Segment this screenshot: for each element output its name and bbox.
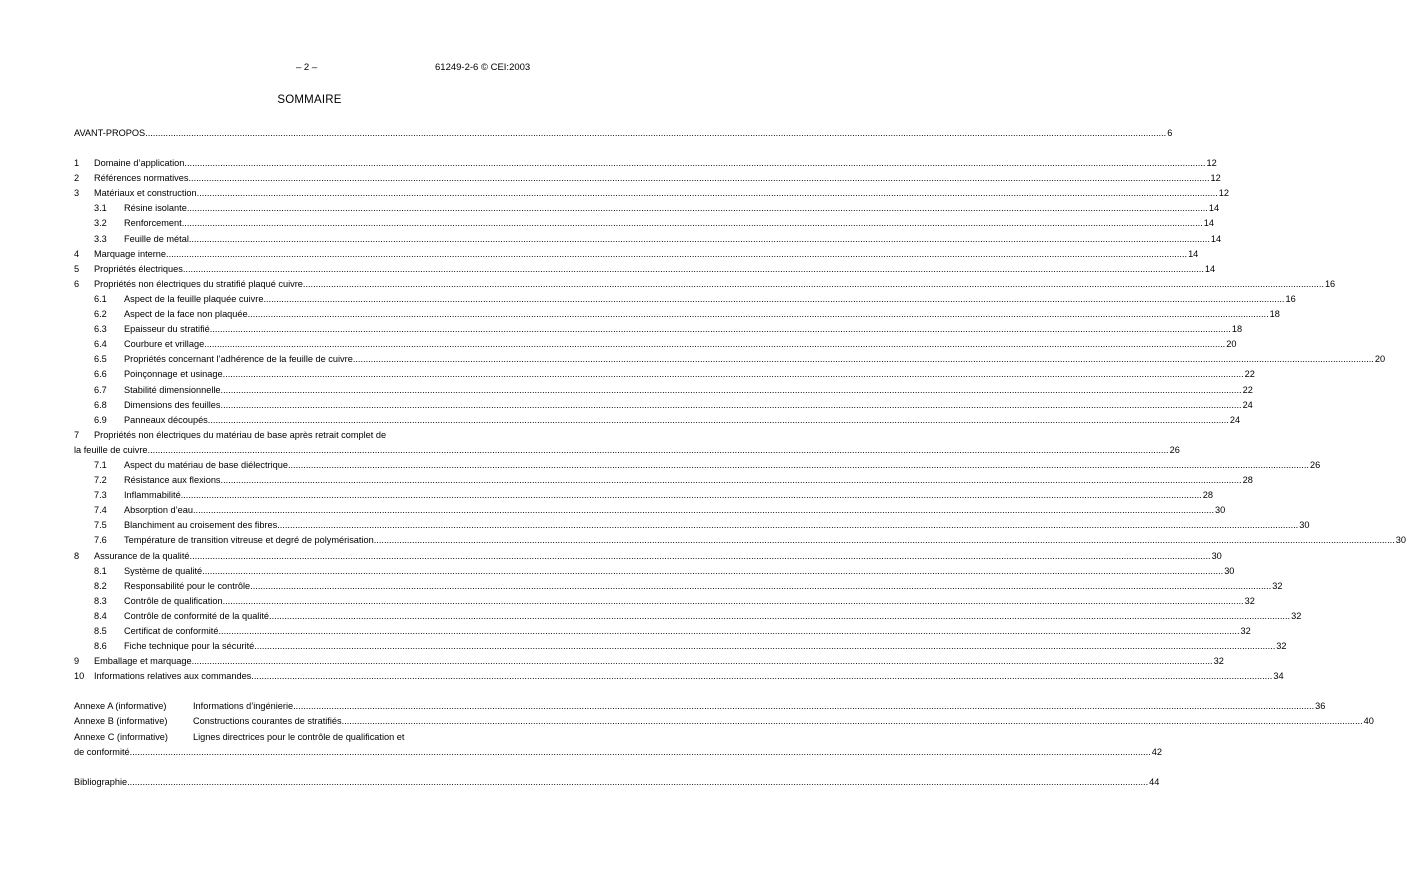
entry-page: 34 (1273, 671, 1284, 682)
section-number: 3.3 (94, 233, 107, 244)
toc-entry-link[interactable] (94, 277, 1336, 292)
toc-entry (74, 669, 1284, 684)
entry-page: 14 (1210, 233, 1222, 244)
entry-title: Matériaux et construction (94, 188, 197, 199)
entry-page: 28 (1202, 490, 1213, 501)
toc-entry-link[interactable] (94, 247, 1199, 262)
entry-title: Stabilité dimensionnelle (124, 384, 221, 395)
section-number: 7.3 (94, 490, 107, 501)
toc-subentry (74, 337, 1237, 352)
dot-leader: ................................................................................................................................................................................................................................................................................................................................................................................................................ (145, 128, 1167, 138)
toc-subentry (74, 383, 1253, 398)
dot-leader: ................................................................................................................................................................................................................................................................................................................................................................................................................ (181, 218, 1203, 229)
dot-leader: ................................................................................................................................................................................................................................................................................................................................................................................................................ (166, 248, 1188, 259)
toc-entry-link[interactable] (124, 307, 1280, 322)
entry-page: 32 (1291, 610, 1302, 621)
entry-title: Poinçonnage et usinage (124, 369, 223, 380)
toc-entry-link[interactable] (94, 669, 1284, 684)
toc-entry-link[interactable] (124, 201, 1220, 216)
toc-entry-link[interactable] (124, 594, 1255, 609)
section-number: 6.5 (94, 354, 107, 365)
annex-title-line1: Lignes directrices pour le contrôle de qualification et (193, 731, 405, 742)
section-number: 8 (74, 550, 80, 561)
toc-entry-link[interactable] (124, 609, 1302, 624)
entry-page: 30 (1215, 505, 1226, 516)
section-number: 6.9 (94, 414, 107, 425)
dot-leader: ................................................................................................................................................................................................................................................................................................................................................................................................................ (129, 746, 1151, 757)
entry-title: Assurance de la qualité (94, 550, 190, 561)
dot-leader: ................................................................................................................................................................................................................................................................................................................................................................................................................ (222, 595, 1244, 606)
toc-entry (74, 156, 1217, 171)
dot-leader: ................................................................................................................................................................................................................................................................................................................................................................................................................ (186, 203, 1208, 214)
toc-entry-link[interactable] (124, 518, 1310, 533)
entry-page: 30 (1299, 520, 1310, 531)
section-number: 8.6 (94, 641, 107, 652)
toc-annex (74, 730, 546, 745)
dot-leader: ................................................................................................................................................................................................................................................................................................................................................................................................................ (254, 641, 1276, 652)
dot-leader: ................................................................................................................................................................................................................................................................................................................................................................................................................ (192, 505, 1215, 516)
dot-leader: ................................................................................................................................................................................................................................................................................................................................................................................................................ (189, 550, 1211, 561)
entry-title: Contrôle de qualification (124, 595, 223, 606)
entry-title: Aspect de la feuille plaquée cuivre (124, 293, 264, 304)
table-of-contents (74, 126, 1406, 790)
section-number: 7.2 (94, 475, 107, 486)
dot-leader: ................................................................................................................................................................................................................................................................................................................................................................................................................ (207, 414, 1229, 425)
entry-title: Références normatives (94, 173, 189, 184)
section-number: 6.2 (94, 309, 107, 320)
entry-title: Dimensions des feuilles (124, 399, 221, 410)
dot-leader: ................................................................................................................................................................................................................................................................................................................................................................................................................ (287, 459, 1309, 470)
entry-page: 30 (1211, 550, 1222, 561)
entry-title: AVANT-PROPOS (74, 128, 146, 138)
entry-page: 14 (1208, 203, 1220, 214)
entry-page: 40 (1363, 716, 1374, 727)
entry-page: 36 (1315, 701, 1326, 712)
entry-title: Bibliographie (74, 776, 128, 787)
dot-leader: ................................................................................................................................................................................................................................................................................................................................................................................................................ (188, 173, 1210, 184)
entry-page: 28 (1242, 475, 1253, 486)
toc-subentry (74, 413, 1241, 428)
toc-subentry (74, 533, 1406, 548)
entry-title: Certificat de conformité (124, 626, 219, 636)
toc-entry-avant-propos (74, 126, 1173, 141)
section-number: 6.7 (94, 384, 107, 395)
section-number: 7.4 (94, 505, 107, 516)
toc-entry (74, 171, 1221, 186)
toc-subentry (74, 292, 1296, 307)
toc-entry-link[interactable] (124, 579, 1283, 594)
toc-entry-link[interactable] (74, 745, 1162, 760)
toc-subentry (74, 322, 1243, 337)
entry-page: 20 (1226, 339, 1237, 350)
entry-title: Emballage et marquage (94, 656, 192, 667)
entry-title: Inflammabilité (124, 490, 181, 501)
entry-page: 32 (1213, 656, 1224, 667)
toc-entry-link[interactable] (124, 322, 1243, 337)
entry-title: Propriétés concernant l’adhérence de la feuille de cuivre (124, 354, 353, 365)
section-number: 6.6 (94, 369, 107, 380)
toc-entry-link[interactable] (74, 775, 1160, 790)
entry-page: 18 (1231, 324, 1243, 335)
toc-annex (74, 699, 1326, 714)
dot-leader: ................................................................................................................................................................................................................................................................................................................................................................................................................ (202, 565, 1224, 576)
toc-subentry (74, 624, 1251, 639)
toc-annex-continued (74, 745, 1162, 760)
dot-leader: ................................................................................................................................................................................................................................................................................................................................................................................................................ (293, 701, 1315, 712)
entry-title: Fiche technique pour la sécurité (124, 641, 255, 652)
section-number: 3.1 (94, 203, 107, 214)
dot-leader: ................................................................................................................................................................................................................................................................................................................................................................................................................ (220, 384, 1242, 395)
entry-page: 22 (1244, 369, 1255, 380)
entry-page: 14 (1188, 248, 1199, 259)
entry-page: 24 (1229, 414, 1241, 425)
dot-leader: ................................................................................................................................................................................................................................................................................................................................................................................................................ (373, 535, 1395, 546)
dot-leader: ................................................................................................................................................................................................................................................................................................................................................................................................................ (204, 339, 1226, 350)
toc-entry-link[interactable] (94, 171, 1221, 186)
entry-page: 14 (1203, 218, 1214, 229)
section-number: 10 (74, 671, 85, 682)
section-number: 2 (74, 173, 80, 184)
section-number: 9 (74, 656, 80, 667)
toc-entry-link[interactable] (124, 533, 1406, 548)
toc-entry-link[interactable] (124, 624, 1251, 639)
toc-subentry (74, 352, 1386, 367)
spacer (74, 141, 546, 156)
entry-title: Résistance aux flexions (124, 475, 221, 486)
toc-subentry (74, 398, 1253, 413)
toc-subentry (74, 503, 1226, 518)
dot-leader: ................................................................................................................................................................................................................................................................................................................................................................................................................ (209, 324, 1231, 335)
entry-title: Blanchiment au croisement des fibres (124, 520, 278, 531)
section-number: 5 (74, 263, 80, 274)
entry-title: Aspect du matériau de base diélectrique (124, 459, 288, 470)
toc-entry-link[interactable] (124, 639, 1287, 654)
toc-subentry (74, 488, 1213, 503)
toc-entry-link[interactable] (124, 564, 1235, 579)
toc-entry-link[interactable] (124, 488, 1213, 503)
toc-entry (74, 428, 546, 443)
entry-title: Informations d’ingénierie (193, 701, 294, 712)
toc-entry-link[interactable] (124, 458, 1321, 473)
entry-title: Domaine d’application (94, 158, 185, 169)
toc-entry-bibliographie (74, 775, 1160, 790)
spacer (74, 684, 546, 699)
dot-leader: ................................................................................................................................................................................................................................................................................................................................................................................................................ (247, 309, 1269, 320)
entry-title: Propriétés électriques (94, 263, 183, 274)
entry-page: 12 (1218, 188, 1229, 199)
toc-entry-link[interactable] (94, 654, 1224, 669)
annex-label: Annexe B (informative) (74, 716, 168, 727)
toc-entry-continued (74, 443, 1180, 458)
entry-title: Epaisseur du stratifié (124, 324, 210, 335)
entry-page: 6 (1167, 128, 1173, 138)
entry-page: 32 (1240, 626, 1251, 636)
toc-subentry (74, 458, 1321, 473)
annex-label: Annexe C (informative) (74, 731, 168, 742)
dot-leader: ................................................................................................................................................................................................................................................................................................................................................................................................................ (191, 656, 1213, 667)
toc-entry-link[interactable] (74, 126, 1173, 141)
entry-page: 26 (1310, 459, 1321, 470)
toc-entry-link[interactable] (124, 367, 1255, 382)
toc-entry (74, 277, 1336, 292)
toc-entry-link[interactable] (94, 156, 1217, 171)
entry-page: 44 (1149, 776, 1160, 787)
spacer (74, 760, 546, 775)
section-number: 8.5 (94, 626, 107, 636)
section-number: 8.1 (94, 565, 107, 576)
entry-page: 24 (1242, 399, 1253, 410)
dot-leader: ................................................................................................................................................................................................................................................................................................................................................................................................................ (250, 580, 1272, 591)
toc-entry-link[interactable] (124, 383, 1253, 398)
dot-leader: ................................................................................................................................................................................................................................................................................................................................................................................................................ (263, 293, 1285, 304)
toc-subentry (74, 564, 1235, 579)
toc-entry-link[interactable] (124, 473, 1253, 488)
toc-entry-link[interactable] (74, 443, 1180, 458)
dot-leader: ................................................................................................................................................................................................................................................................................................................................................................................................................ (218, 626, 1240, 636)
section-number: 6.3 (94, 324, 107, 335)
dot-leader: ................................................................................................................................................................................................................................................................................................................................................................................................................ (277, 520, 1299, 531)
toc-entry-link[interactable] (124, 398, 1253, 413)
section-number: 7 (74, 429, 80, 440)
dot-leader: ................................................................................................................................................................................................................................................................................................................................................................................................................ (302, 278, 1324, 289)
toc-subentry (74, 216, 1214, 231)
page-number: – 2 – (296, 62, 318, 73)
toc-subentry (74, 473, 1253, 488)
entry-title: Contrôle de conformité de la qualité (124, 610, 270, 621)
toc-entry-link[interactable] (124, 503, 1226, 518)
entry-title: de conformité (74, 746, 130, 757)
section-number: 4 (74, 248, 80, 259)
entry-page: 32 (1272, 580, 1283, 591)
entry-page: 30 (1395, 535, 1406, 546)
toc-entry-link[interactable] (94, 549, 1222, 564)
entry-title: Température de transition vitreuse et degré de polymérisation (124, 535, 374, 546)
entry-page: 32 (1276, 641, 1287, 652)
entry-title: Absorption d’eau (124, 505, 193, 516)
entry-title: Propriétés non électriques du stratifié plaqué cuivre (94, 278, 303, 289)
entry-title: Courbure et vrillage (124, 339, 205, 350)
entry-title: Renforcement (124, 218, 182, 229)
toc-annex (74, 714, 1374, 729)
section-number: 3 (74, 188, 80, 199)
entry-title: Informations relatives aux commandes (94, 671, 252, 682)
entry-title: Résine isolante (124, 203, 187, 214)
entry-page: 22 (1242, 384, 1253, 395)
section-number: 6 (74, 278, 80, 289)
toc-subentry (74, 594, 1255, 609)
section-number: 6.1 (94, 293, 107, 304)
dot-leader: ................................................................................................................................................................................................................................................................................................................................................................................................................ (127, 776, 1149, 787)
toc-entry-link[interactable] (94, 186, 1229, 201)
document-reference: 61249-2-6 © CEI:2003 (435, 62, 531, 73)
entry-title-line1: Propriétés non électriques du matériau de base après retrait complet de (94, 429, 387, 440)
toc-entry-link[interactable] (124, 232, 1222, 247)
toc-entry (74, 654, 1224, 669)
entry-page: 16 (1324, 278, 1336, 289)
entry-title: la feuille de cuivre (74, 444, 148, 455)
annex-label: Annexe A (informative) (74, 701, 167, 712)
toc-entry (74, 247, 1199, 262)
dot-leader: ................................................................................................................................................................................................................................................................................................................................................................................................................ (220, 475, 1242, 486)
toc-subentry (74, 639, 1287, 654)
entry-page: 20 (1374, 354, 1386, 365)
entry-title: Aspect de la face non plaquée (124, 309, 248, 320)
dot-leader: ................................................................................................................................................................................................................................................................................................................................................................................................................ (352, 354, 1374, 365)
dot-leader: ................................................................................................................................................................................................................................................................................................................................................................................................................ (220, 399, 1242, 410)
toc-subentry (74, 367, 1255, 382)
entry-page: 14 (1204, 263, 1216, 274)
entry-page: 42 (1151, 746, 1162, 757)
toc-entry (74, 262, 1216, 277)
entry-title: Constructions courantes de stratifiés (193, 716, 342, 727)
dot-leader: ................................................................................................................................................................................................................................................................................................................................................................................................................ (222, 369, 1244, 380)
dot-leader: ................................................................................................................................................................................................................................................................................................................................................................................................................ (251, 671, 1273, 682)
entry-title: Système de qualité (124, 565, 203, 576)
section-number: 6.4 (94, 339, 107, 350)
page-title: SOMMAIRE (277, 94, 342, 106)
entry-page: 26 (1169, 444, 1180, 455)
section-number: 8.3 (94, 595, 107, 606)
toc-entry (74, 549, 1222, 564)
section-number: 8.2 (94, 580, 107, 591)
toc-entry-link[interactable] (193, 699, 1326, 714)
toc-subentry (74, 201, 1220, 216)
toc-entry-link[interactable] (124, 352, 1386, 367)
entry-title: Feuille de métal (124, 233, 189, 244)
toc-entry-link[interactable] (124, 292, 1296, 307)
entry-page: 16 (1285, 293, 1296, 304)
toc-subentry (74, 579, 1283, 594)
section-number: 1 (74, 158, 80, 169)
toc-subentry (74, 518, 1310, 533)
dot-leader: ................................................................................................................................................................................................................................................................................................................................................................................................................ (269, 610, 1291, 621)
section-number: 7.1 (94, 459, 107, 470)
toc-entry-link[interactable] (124, 216, 1214, 231)
entry-title: Marquage interne (94, 248, 167, 259)
entry-title: Panneaux découpés (124, 414, 208, 425)
dot-leader: ................................................................................................................................................................................................................................................................................................................................................................................................................ (147, 444, 1169, 455)
toc-entry (74, 186, 1229, 201)
toc-entry-link[interactable] (193, 714, 1374, 729)
toc-subentry (74, 609, 1302, 624)
toc-entry-link[interactable] (124, 413, 1241, 428)
dot-leader: ................................................................................................................................................................................................................................................................................................................................................................................................................ (184, 158, 1206, 169)
dot-leader: ................................................................................................................................................................................................................................................................................................................................................................................................................ (180, 490, 1202, 501)
toc-entry-link[interactable] (94, 262, 1216, 277)
toc-entry-link[interactable] (124, 337, 1237, 352)
dot-leader: ................................................................................................................................................................................................................................................................................................................................................................................................................ (188, 233, 1210, 244)
section-number: 7.6 (94, 535, 107, 546)
section-number: 3.2 (94, 218, 107, 229)
section-number: 8.4 (94, 610, 107, 621)
section-number: 7.5 (94, 520, 107, 531)
toc-subentry (74, 232, 1222, 247)
section-number: 6.8 (94, 399, 107, 410)
dot-leader: ................................................................................................................................................................................................................................................................................................................................................................................................................ (196, 188, 1218, 199)
dot-leader: ................................................................................................................................................................................................................................................................................................................................................................................................................ (182, 263, 1204, 274)
dot-leader: ................................................................................................................................................................................................................................................................................................................................................................................................................ (341, 716, 1363, 727)
entry-title: Responsabilité pour le contrôle (124, 580, 251, 591)
toc-subentry (74, 307, 1280, 322)
entry-page: 18 (1269, 309, 1280, 320)
entry-page: 32 (1244, 595, 1255, 606)
entry-page: 12 (1206, 158, 1217, 169)
entry-page: 12 (1210, 173, 1221, 184)
entry-page: 30 (1224, 565, 1235, 576)
